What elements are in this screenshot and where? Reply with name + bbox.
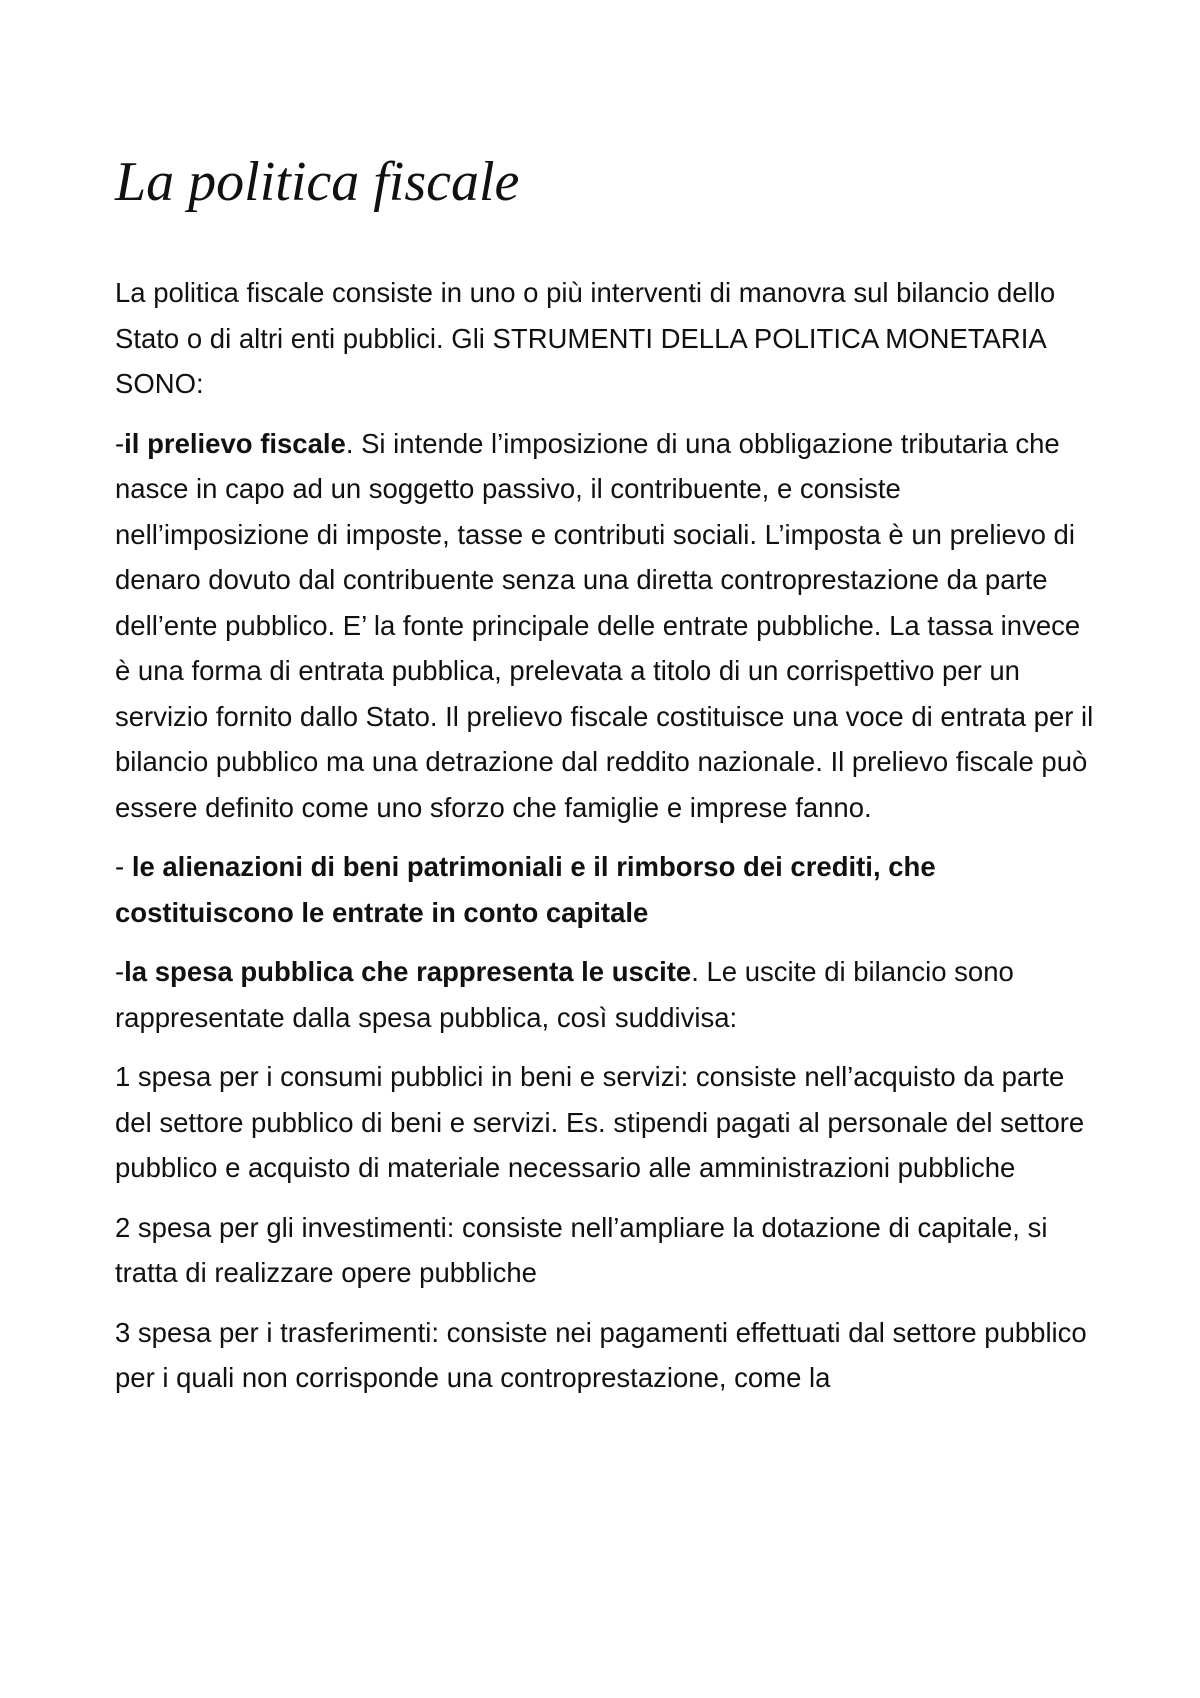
bold-term: il prelievo fiscale <box>124 427 346 459</box>
list-dash: - <box>115 427 125 459</box>
paragraph-spesa-consumi: 1 spesa per i consumi pubblici in beni e servizi: consiste nell’acquisto da parte del settore pubblico di beni e servizi. Es. stipendi pagati al personale del settore pubblico e acquisto di materiale necessario alle amministrazioni pubbliche <box>115 1061 1085 1183</box>
bold-term: le alienazioni di beni patrimoniali e il rimborso dei crediti, che costituiscono le entrate in conto capitale <box>115 851 936 928</box>
intro-paragraph: La politica fiscale consiste in uno o più interventi di manovra sul bilancio dello Stato o di altri enti pubblici. Gli STRUMENTI DELLA POLITICA MONETARIA SONO: <box>115 277 1056 399</box>
paragraph-prelievo-fiscale <box>115 421 1100 831</box>
list-dash: - <box>115 851 132 882</box>
list-dash: - <box>115 956 125 987</box>
page-title: La politica fiscale <box>115 151 520 213</box>
paragraph-text: . Le uscite di bilancio sono rappresentate dalla spesa pubblica, così suddivisa: <box>115 956 1014 1033</box>
paragraph-text: . Si intende l’imposizione di una obbligazione tributaria che nasce in capo ad un soggetto passivo, il contribuente, e consiste nell’imposizione di imposte, tasse e contributi sociali. L’imposta è un prelievo di denaro dovuto dal contribuente senza una diretta controprestazione da parte dell’ente pubblico. E’ la fonte principale delle entrate pubbliche. La tassa invece è una forma di entrata pubblica, prelevata a titolo di un corrispettivo per un servizio fornito dallo Stato. Il prelievo fiscale costituisce una voce di entrata per il bilancio pubblico ma una detrazione dal reddito nazionale. Il prelievo fiscale può essere definito come uno sforzo che famiglie e imprese fanno. <box>115 427 1094 823</box>
paragraph-spesa-investimenti: 2 spesa per gli investimenti: consiste nell’ampliare la dotazione di capitale, si tratta di realizzare opere pubbliche <box>115 1211 1048 1288</box>
bold-term: la spesa pubblica che rappresenta le uscite <box>124 956 692 987</box>
paragraph-spesa-trasferimenti: 3 spesa per i trasferimenti: consiste nei pagamenti effettuati dal settore pubblico per i quali non corrisponde una controprestazione, come la <box>115 1316 1087 1393</box>
paragraph-alienazioni <box>115 844 1100 935</box>
document-page <box>115 150 1100 1401</box>
paragraph-spesa-pubblica <box>115 949 1100 1040</box>
